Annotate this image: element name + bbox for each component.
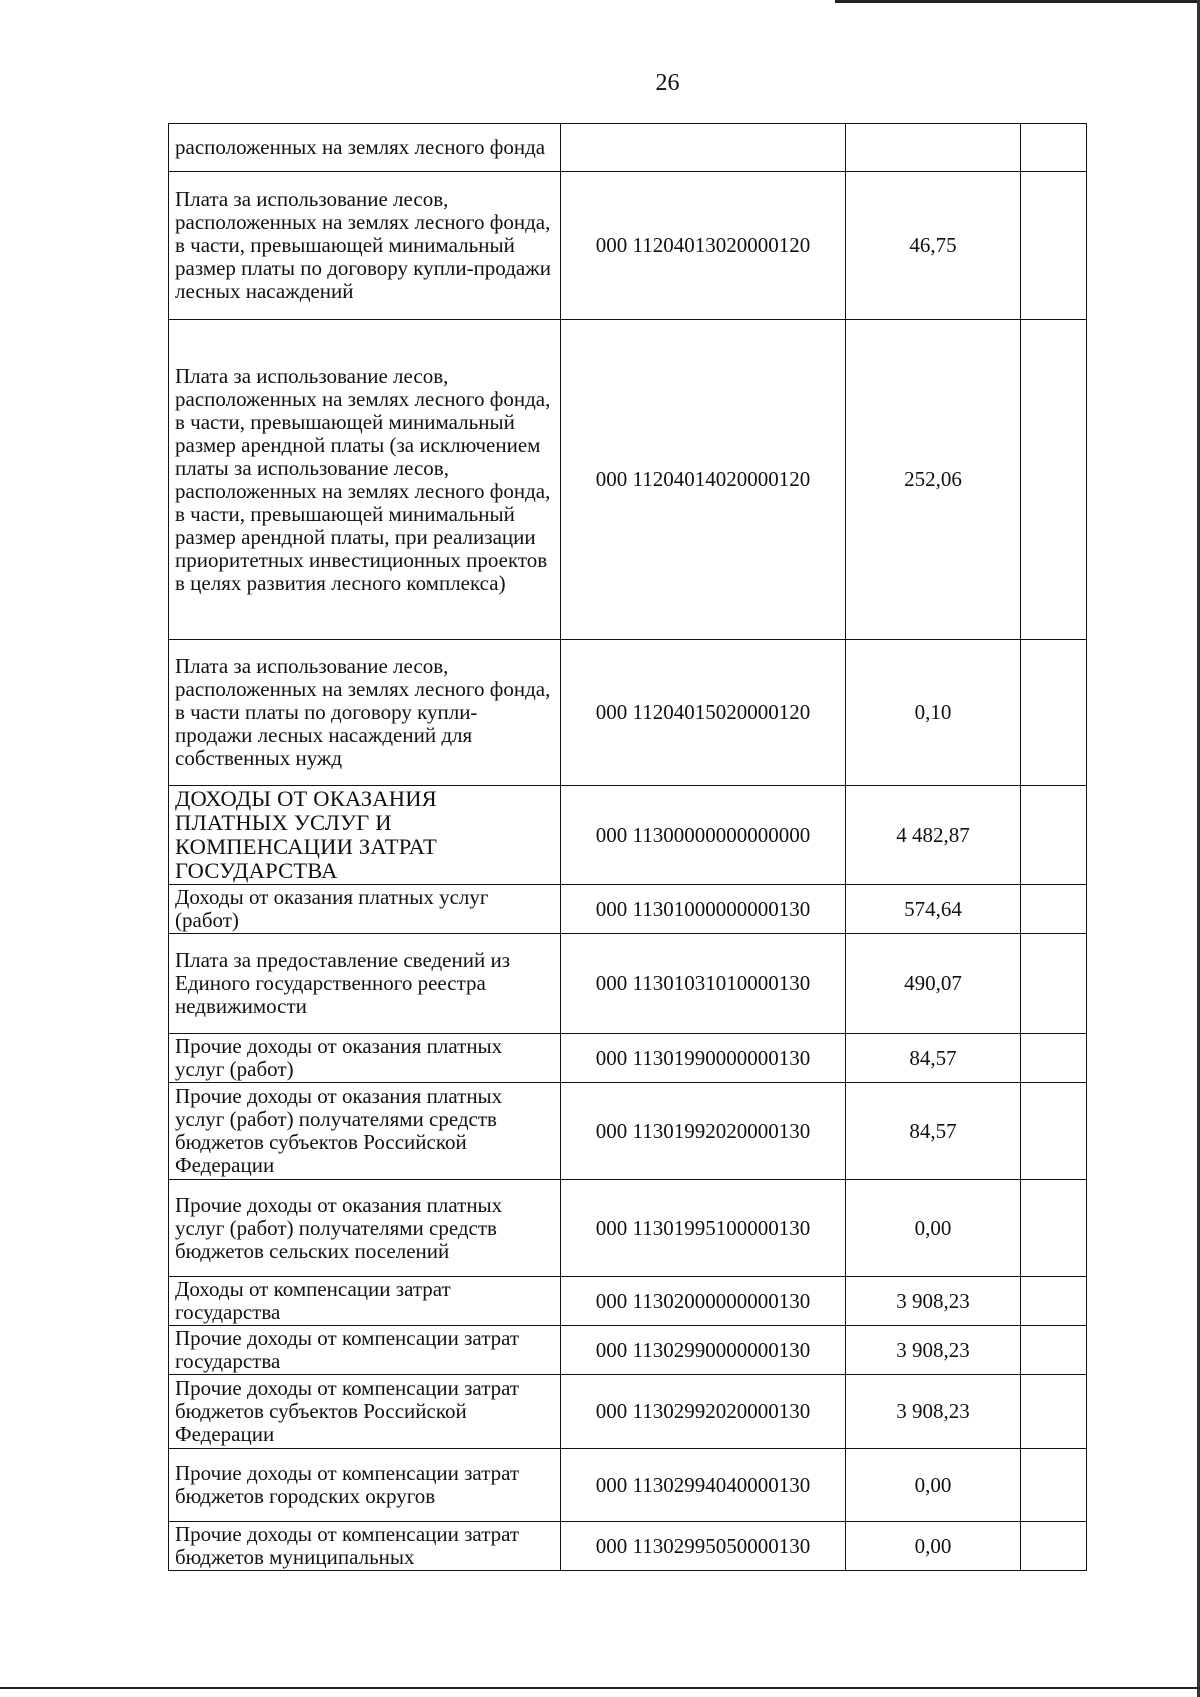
revenue-name: Прочие доходы от оказания платных услуг (работ) (169, 1034, 561, 1083)
revenue-name: Плата за предоставление сведений из Единого государственного реестра недвижимости (169, 934, 561, 1034)
table-row (169, 1375, 1087, 1449)
empty-cell (1021, 1180, 1087, 1277)
amount: 0,00 (846, 1522, 1021, 1571)
amount: 252,06 (846, 320, 1021, 640)
budget-code: 000 11204013020000120 (561, 172, 846, 320)
revenue-name: расположенных на землях лесного фонда (169, 124, 561, 172)
budget-code: 000 11204015020000120 (561, 640, 846, 786)
empty-cell (1021, 1034, 1087, 1083)
amount: 3 908,23 (846, 1277, 1021, 1326)
budget-code: 000 11301031010000130 (561, 934, 846, 1034)
revenue-name: Доходы от оказания платных услуг (работ) (169, 885, 561, 934)
table-row (169, 1034, 1087, 1083)
table-row (169, 786, 1087, 885)
table-row (169, 172, 1087, 320)
empty-cell (1021, 1326, 1087, 1375)
budget-code: 000 11301000000000130 (561, 885, 846, 934)
revenue-name: Плата за использование лесов, расположенных на землях лесного фонда, в части платы по договору купли-продажи лесных насаждений для собственных нужд (169, 640, 561, 786)
amount: 0,00 (846, 1180, 1021, 1277)
empty-cell (1021, 1522, 1087, 1571)
amount: 490,07 (846, 934, 1021, 1034)
empty-cell (1021, 885, 1087, 934)
empty-cell (1021, 640, 1087, 786)
budget-code (561, 124, 846, 172)
revenue-name: Плата за использование лесов, расположенных на землях лесного фонда, в части, превышающей минимальный размер платы по договору купли-продажи лесных насаждений (169, 172, 561, 320)
empty-cell (1021, 172, 1087, 320)
revenue-name: Доходы от компенсации затрат государства (169, 1277, 561, 1326)
amount: 3 908,23 (846, 1375, 1021, 1449)
table-row (169, 320, 1087, 640)
revenue-name: Плата за использование лесов, расположенных на землях лесного фонда, в части, превышающей минимальный размер арендной платы (за исключением платы за использование лесов, расположенных на землях лесного фонда, в части, превышающей минимальный размер арендной платы, при реализации приоритетных инвестиционных проектов в целях развития лесного комплекса) (169, 320, 561, 640)
revenue-name: Прочие доходы от компенсации затрат бюджетов муниципальных (169, 1522, 561, 1571)
amount: 46,75 (846, 172, 1021, 320)
table-row (169, 1449, 1087, 1522)
empty-cell (1021, 934, 1087, 1034)
table-row (169, 934, 1087, 1034)
budget-code: 000 11302992020000130 (561, 1375, 846, 1449)
amount: 4 482,87 (846, 786, 1021, 885)
revenue-name: Прочие доходы от компенсации затрат бюджетов субъектов Российской Федерации (169, 1375, 561, 1449)
table-row (169, 640, 1087, 786)
amount: 0,00 (846, 1449, 1021, 1522)
empty-cell (1021, 1375, 1087, 1449)
table-row (169, 1277, 1087, 1326)
revenue-name: Прочие доходы от оказания платных услуг (работ) получателями средств бюджетов сельских поселений (169, 1180, 561, 1277)
table-row (169, 1180, 1087, 1277)
revenue-table (168, 123, 1087, 1571)
table-row (169, 124, 1087, 172)
empty-cell (1021, 320, 1087, 640)
budget-code: 000 11302990000000130 (561, 1326, 846, 1375)
scan-edge-top (835, 0, 1200, 3)
revenue-name: Прочие доходы от оказания платных услуг (работ) получателями средств бюджетов субъектов Российской Федерации (169, 1083, 561, 1180)
empty-cell (1021, 1083, 1087, 1180)
empty-cell (1021, 1449, 1087, 1522)
budget-code: 000 11301990000000130 (561, 1034, 846, 1083)
budget-code: 000 11302995050000130 (561, 1522, 846, 1571)
budget-code: 000 11302994040000130 (561, 1449, 846, 1522)
amount: 574,64 (846, 885, 1021, 934)
amount: 0,10 (846, 640, 1021, 786)
budget-code: 000 11300000000000000 (561, 786, 846, 885)
revenue-name: Прочие доходы от компенсации затрат государства (169, 1326, 561, 1375)
table-row (169, 1326, 1087, 1375)
page-number: 26 (655, 70, 680, 96)
empty-cell (1021, 786, 1087, 885)
amount: 84,57 (846, 1034, 1021, 1083)
revenue-name: Прочие доходы от компенсации затрат бюджетов городских округов (169, 1449, 561, 1522)
revenue-name: ДОХОДЫ ОТ ОКАЗАНИЯ ПЛАТНЫХ УСЛУГ И КОМПЕНСАЦИИ ЗАТРАТ ГОСУДАРСТВА (169, 786, 561, 885)
table-row (169, 1083, 1087, 1180)
scan-edge-bottom (0, 1687, 1200, 1689)
empty-cell (1021, 124, 1087, 172)
budget-code: 000 11301992020000130 (561, 1083, 846, 1180)
amount: 84,57 (846, 1083, 1021, 1180)
amount: 3 908,23 (846, 1326, 1021, 1375)
empty-cell (1021, 1277, 1087, 1326)
table-row (169, 1522, 1087, 1571)
budget-code: 000 11301995100000130 (561, 1180, 846, 1277)
amount (846, 124, 1021, 172)
budget-code: 000 11204014020000120 (561, 320, 846, 640)
table-row (169, 885, 1087, 934)
budget-code: 000 11302000000000130 (561, 1277, 846, 1326)
